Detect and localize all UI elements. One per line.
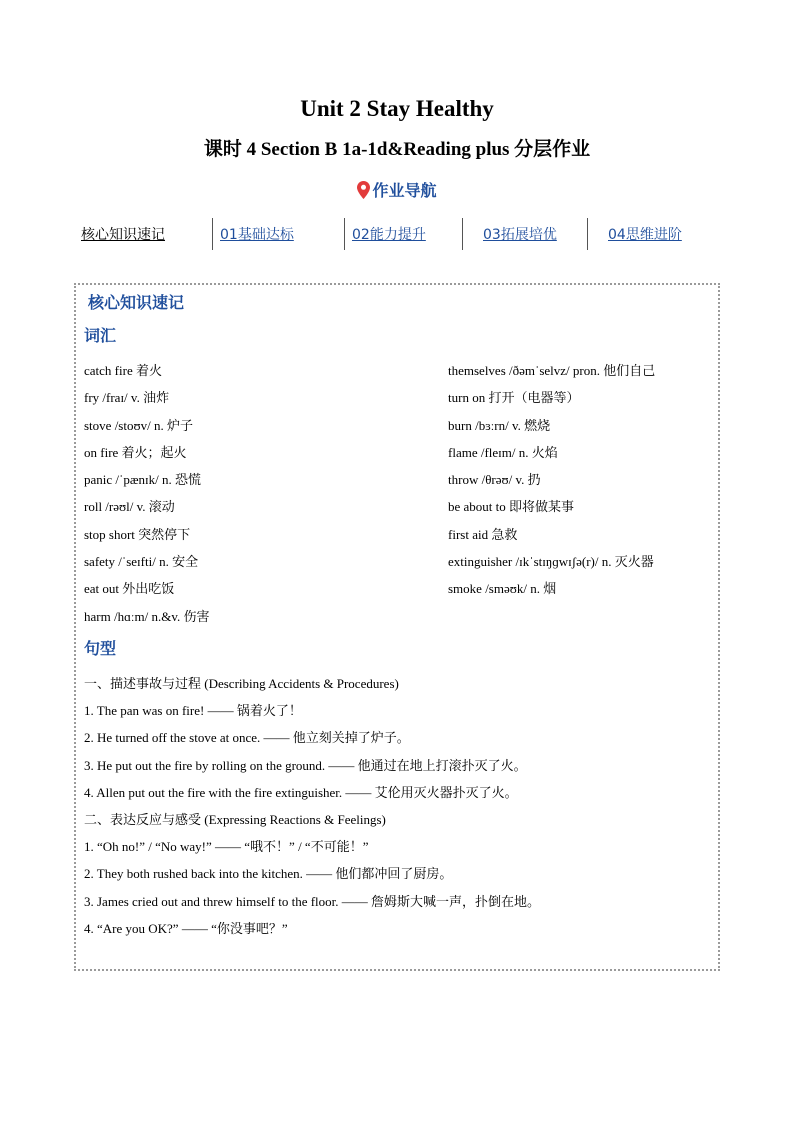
sentence-item: 3. He put out the fire by rolling on the ground. —— 他通过在地上打滚扑灭了火。 — [84, 757, 527, 773]
sentence-item: 3. James cried out and threw himself to the floor. —— 詹姆斯大喊一声，扑倒在地。 — [84, 893, 541, 909]
vocab-item: smoke /sməʊk/ n. 烟 — [448, 581, 557, 597]
nav-divider — [344, 218, 345, 250]
vocab-item: eat out 外出吃饭 — [84, 581, 175, 597]
sentence-item: 4. Allen put out the fire with the fire extinguisher. —— 艾伦用灭火器扑灭了火。 — [84, 784, 518, 800]
vocab-item: stove /stoʊv/ n. 炉子 — [84, 417, 193, 433]
vocab-item: be about to 即将做某事 — [448, 499, 575, 515]
sentence-list — [84, 673, 540, 945]
vocab-item: burn /bɜːrn/ v. 燃烧 — [448, 417, 551, 433]
sentence-group-heading: 二、表达反应与感受 (Expressing Reactions & Feelings) — [84, 811, 386, 827]
sentence-item: 1. The pan was on fire! —— 锅着火了！ — [84, 703, 302, 719]
nav-item-ability[interactable]: 02能力提升 — [352, 227, 426, 243]
vocab-item: flame /fleɪm/ n. 火焰 — [448, 444, 558, 460]
sentence-item: 4. “Are you OK?” —— “你没事吧？” — [84, 920, 288, 936]
sentence-item: 1. “Oh no!” / “No way!” —— “哦不！” / “不可能！” — [84, 839, 369, 855]
lesson-subtitle: 课时 4 Section B 1a-1d&Reading plus 分层作业 — [203, 139, 591, 160]
nav-item-extension[interactable]: 03拓展培优 — [483, 227, 557, 243]
nav-item-thinking[interactable]: 04思维进阶 — [608, 227, 682, 243]
nav-item-basic[interactable]: 01基础达标 — [220, 227, 294, 243]
vocab-item: turn on 打开（电器等） — [448, 390, 580, 406]
page-title: Unit 2 Stay Healthy — [300, 96, 494, 121]
nav-divider — [587, 218, 588, 250]
section-heading: 核心知识速记 — [88, 293, 185, 312]
vocab-item: safety /ˈseɪfti/ n. 安全 — [84, 554, 199, 570]
vocab-item: stop short 突然停下 — [84, 526, 191, 542]
sentence-group-heading: 一、描述事故与过程 (Describing Accidents & Procedures) — [84, 676, 399, 691]
vocab-item: catch fire 着火 — [84, 363, 162, 378]
vocab-item: roll /rəʊl/ v. 滚动 — [84, 499, 175, 515]
vocab-item: fry /fraɪ/ v. 油炸 — [84, 390, 170, 406]
vocab-item: themselves /ðəmˈselvz/ pron. 他们自己 — [448, 363, 656, 378]
vocab-list-right — [448, 360, 655, 606]
vocab-item: extinguisher /ɪkˈstɪŋɡwɪʃə(r)/ n. 灭火器 — [448, 554, 654, 570]
homework-nav — [68, 218, 728, 250]
sentence-item: 2. They both rushed back into the kitchen. —— 他们都冲回了厨房。 — [84, 866, 453, 882]
vocab-heading: 词汇 — [84, 326, 117, 345]
nav-heading — [0, 180, 794, 205]
vocab-item: panic /ˈpænɪk/ n. 恐慌 — [84, 472, 201, 488]
vocab-item: on fire 着火；起火 — [84, 444, 187, 460]
nav-divider — [212, 218, 213, 250]
sentence-item: 2. He turned off the stove at once. —— 他立刻关掉了炉子。 — [84, 730, 410, 746]
sentence-heading: 句型 — [84, 639, 117, 658]
nav-heading-label: 作业导航 — [372, 181, 437, 200]
vocab-item: harm /hɑːm/ n.&v. 伤害 — [84, 608, 210, 624]
vocab-item: first aid 急救 — [448, 526, 518, 542]
vocab-list-left — [84, 360, 209, 633]
nav-item-core-knowledge[interactable]: 核心知识速记 — [81, 227, 165, 243]
location-pin-icon — [357, 181, 370, 205]
vocab-item: throw /θrəʊ/ v. 扔 — [448, 472, 541, 488]
nav-divider — [462, 218, 463, 250]
